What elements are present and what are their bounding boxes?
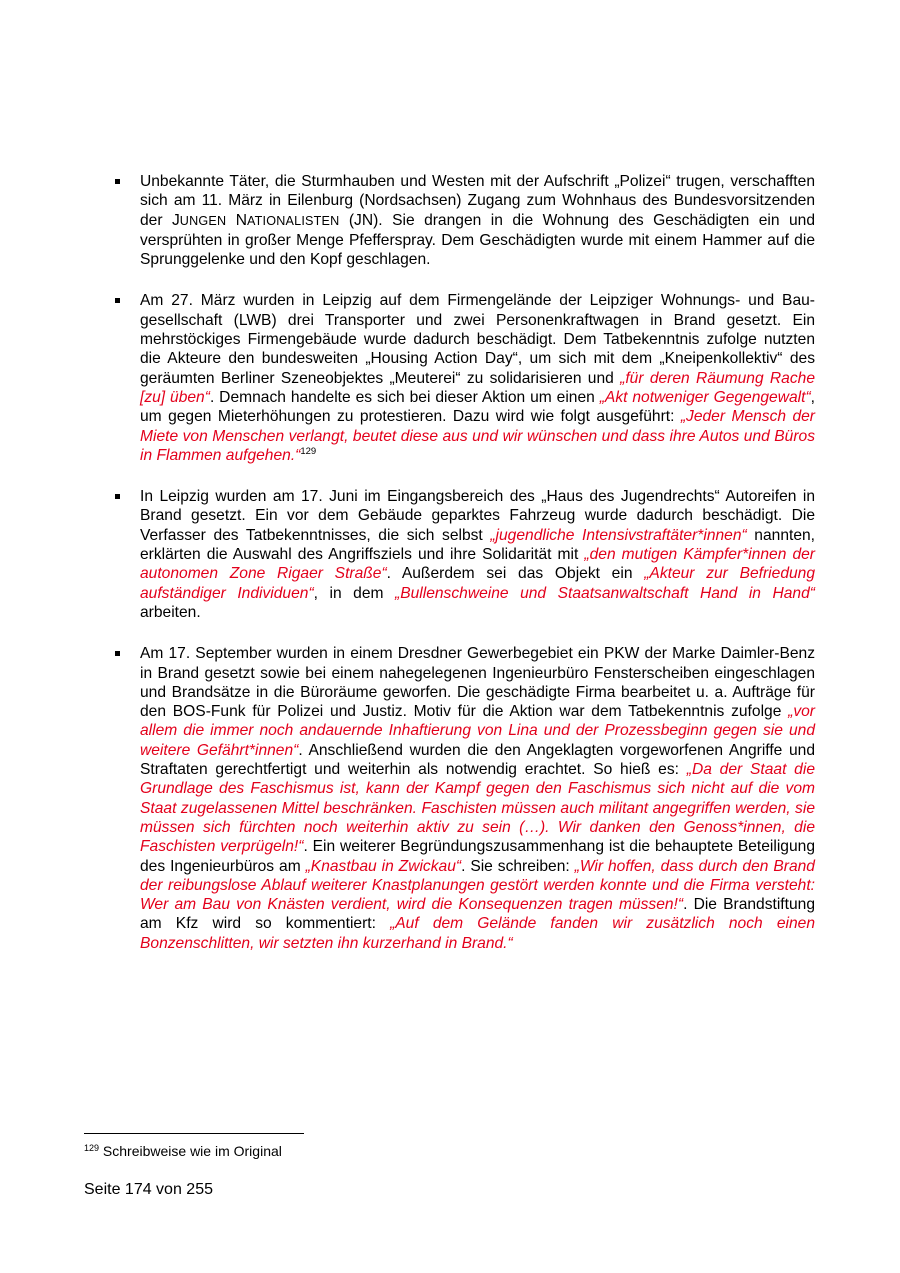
- quote-segment: „für deren Räumung Rache [zu] üben“: [140, 369, 815, 406]
- list-item: [111, 644, 815, 953]
- footnote-number: 129: [84, 1143, 100, 1153]
- bullet-square-icon: [115, 298, 120, 303]
- quote-segment: „Akt notweniger Gegengewalt“: [599, 388, 811, 406]
- text-segment: arbeiten.: [140, 603, 201, 621]
- list-item-text: [140, 172, 815, 269]
- quote-segment: „Jeder Mensch der Miete von Menschen verlangt, beutet diese aus und wir wünschen und dass ihre Autos und Büros in Flammen aufgehen.“: [140, 408, 815, 464]
- text-segment: . Außerdem sei das Objekt ein: [386, 565, 645, 583]
- footnote-separator: [84, 1133, 304, 1134]
- quote-segment: „Knastbau in Zwickau“: [305, 857, 462, 875]
- list-item: [111, 172, 815, 269]
- text-segment: J: [171, 211, 180, 229]
- smallcaps-segment: ATIONALISTEN: [246, 213, 340, 228]
- text-segment: nannten, erklärten die Auswahl des Angriffsziels und ihre Solidarität mit: [140, 526, 816, 564]
- footnote: [84, 1142, 282, 1160]
- text-segment: , um gegen Mieterhöhungen zu protestieren. Dazu wird wie folgt ausgeführt:: [140, 388, 815, 426]
- text-segment: . Demnach handelte es sich bei dieser Aktion um einen: [209, 388, 600, 406]
- quote-segment: „Auf dem Gelände fanden wir zusätzlich noch einen Bonzenschlitten, wir setzten ihn kurzerhand in Brand.“: [140, 915, 815, 952]
- text-segment: Am 17. September wurden in einem Dresdner Gewerbegebiet ein PKW der Marke Daimler-Benz in Brand gesetzt sowie bei einem nahegelegenen Ingenieurbüro Fensterscheiben eingeschlagen und Brandsätze in die Büroräume geworfen. Die geschädigte Firma bearbeitet u. a. Aufträge für den BOS-Funk für Polizei und Justiz. Motiv für die Aktion war dem Tatbekenntnis zufolge: [140, 645, 815, 721]
- footnote-text: Schreibweise wie im Original: [102, 1143, 282, 1159]
- text-segment: N: [226, 211, 247, 229]
- quote-segment: „Bullenschweine und Staatsanwaltschaft Hand in Hand“: [395, 584, 815, 602]
- text-segment: (JN). Sie drangen in die Wohnung des Geschädigten ein und versprühten in großer Menge Pfefferspray. Dem Geschädigten wurde mit einem Hammer auf die Sprunggelenke und den Kopf geschlagen.: [140, 211, 816, 269]
- list-item-text: [140, 644, 815, 953]
- footnote-reference[interactable]: 129: [300, 445, 317, 457]
- text-segment: , in dem: [313, 584, 396, 602]
- list-item-text: [140, 291, 815, 465]
- bullet-square-icon: [115, 651, 120, 656]
- text-segment: . Die Brandstiftung am Kfz wird so kommentiert:: [140, 896, 815, 933]
- list-item: [111, 487, 815, 622]
- text-segment: . Anschließend wurden die den Angeklagten vorgeworfenen Angriffe und Straftaten gerechtfertigt und weiterhin als notwendig erachtet. So hieß es:: [140, 741, 816, 779]
- quote-segment: „den mutigen Kämpfer*innen der autonomen Zone Rigaer Straße“: [140, 546, 815, 583]
- page-number: Seite 174 von 255: [84, 1181, 213, 1198]
- bullet-square-icon: [115, 494, 120, 499]
- quote-segment: „jugendliche Intensivstraftäter*innen“: [490, 526, 747, 544]
- bullet-square-icon: [115, 179, 120, 184]
- quote-segment: „Da der Staat die Grundlage des Faschismus ist, kann der Kampf gegen den Faschismus sich nicht auf die vom Staat zugelassenen Mittel beschränken. Faschisten müssen auch militant angegriffen werden, sie müssen sich fürchten noch weiterhin aktiv zu sein (…). Wir danken den Genoss*innen, die Faschisten verprügeln!“: [140, 761, 815, 856]
- list-item: [111, 291, 815, 465]
- list-item-text: [140, 487, 815, 622]
- text-segment: Am 27. März wurden in Leipzig auf dem Firmengelände der Leipziger Wohnungs- und Baugesellschaft (LWB) drei Transporter und zwei Personenkraftwagen in Brand gesetzt. Ein mehrstöckiges Firmengebäude wurde dadurch beschädigt. Dem Tatbekenntnis zufolge nutzten die Akteure den bundesweiten „Housing Action Day“, um sich mit dem „Kneipenkollektiv“ des geräumten Berliner Szeneobjektes „Meuterei“ zu solidarisieren und: [140, 292, 815, 387]
- quote-segment: „Akteur zur Befriedung aufständiger Individuen“: [140, 565, 816, 602]
- text-segment: . Ein weiterer Begründungszusammenhang ist die behauptete Beteiligung des Ingenieurbüros am: [140, 838, 815, 875]
- quote-segment: „Wir hoffen, dass durch den Brand der reibungslose Ablauf weiterer Knastplanungen gestört werden konnte und die Firma versteht: Wer am Bau von Knästen verdient, wird die Konsequenzen tragen müssen!“: [140, 857, 815, 914]
- text-segment: . Sie schreiben:: [461, 857, 575, 875]
- text-segment: In Leipzig wurden am 17. Juni im Eingangsbereich des „Haus des Jugendrechts“ Autoreifen in Brand gesetzt. Ein vor dem Gebäude geparktes Fahrzeug wurde dadurch beschädigt. Die Verfasser des Tatbekenntnisses, die sich selbst: [140, 488, 815, 544]
- text-segment: Unbekannte Täter, die Sturmhauben und Westen mit der Aufschrift „Polizei“ trugen, verschafften sich am 11. März in Eilenburg (Nordsachsen) Zugang zum Wohnhaus des Bundesvorsitzenden der: [140, 173, 815, 229]
- smallcaps-segment: UNGEN: [179, 213, 227, 228]
- quote-segment: „vor allem die immer noch andauernde Inhaftierung von Lina und der Prozessbeginn gegen sie und weitere Gefährt*innen“: [140, 703, 815, 759]
- bullet-list: [111, 172, 815, 975]
